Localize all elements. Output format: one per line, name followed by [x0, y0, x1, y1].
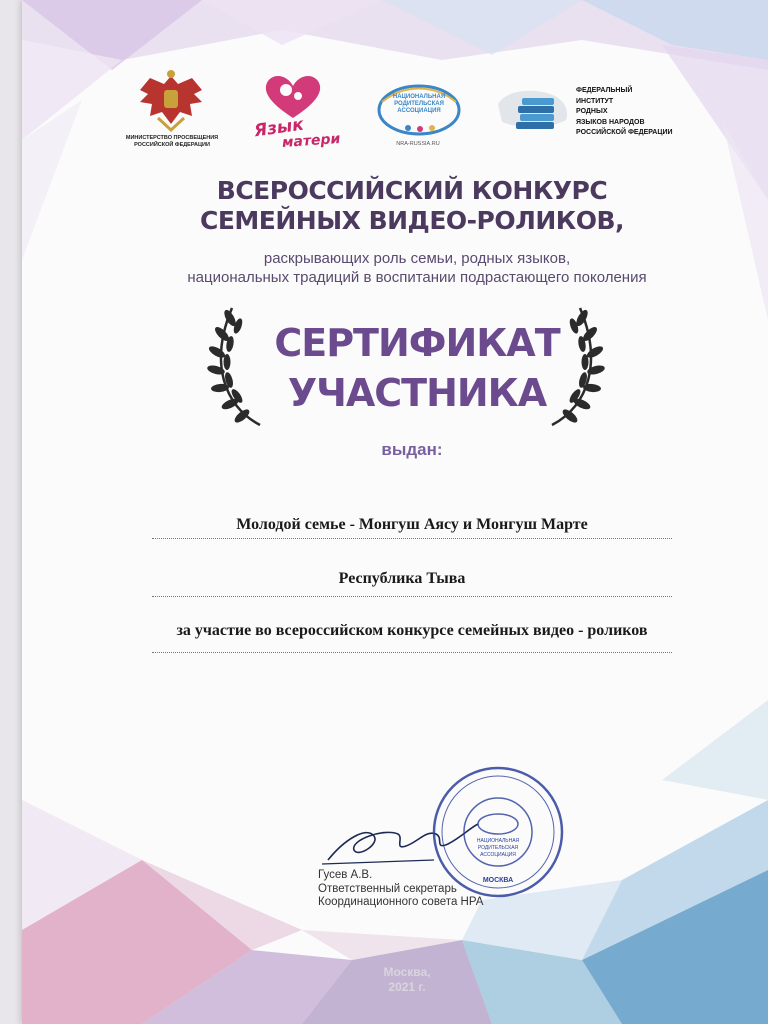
region-dotted-line: [152, 596, 672, 597]
participation-reason: за участие во всероссийском конкурсе семейных видео - роликов: [176, 622, 648, 639]
round-stamp: [430, 764, 566, 900]
mother-child-heart-icon: [258, 72, 328, 122]
certificate-title: СЕРТИФИКАТ УЧАСТНИКА: [274, 321, 560, 415]
recipient-dotted-line: [152, 538, 672, 539]
ministry-emblem-icon: [132, 68, 210, 134]
region-name: Республика Тыва: [338, 570, 466, 587]
book-stack-map-icon: [492, 84, 574, 136]
signer-title-line2: Координационного совета НРА: [318, 896, 484, 908]
recipient-name: Молодой семье - Монгуш Аясу и Монгуш Марте: [236, 516, 588, 533]
issued-label: выдан:: [381, 440, 443, 459]
ministry-label: МИНИСТЕРСТВО ПРОСВЕЩЕНИЯ РОССИЙСКОЙ ФЕДЕРАЦИИ: [125, 135, 219, 148]
nra-site-label: NRA-RUSSIA.RU: [396, 141, 440, 147]
yazyk-logo-word: Язык: [252, 114, 306, 142]
certificate-sheet: [22, 0, 768, 1024]
contest-title: ВСЕРОССИЙСКИЙ КОНКУРС СЕМЕЙНЫХ ВИДЕО-РОЛИКОВ,: [199, 176, 625, 235]
nra-logo-text: НАЦИОНАЛЬНАЯ РОДИТЕЛЬСКАЯ АССОЦИАЦИЯ: [392, 94, 446, 114]
stamp-text-2: РОДИТЕЛЬСКАЯ: [477, 845, 519, 851]
signer-title-line1: Ответственный секретарь: [318, 882, 457, 895]
stamp-text-1: НАЦИОНАЛЬНАЯ: [476, 838, 520, 844]
footer-city-year: Москва, 2021 г.: [383, 965, 431, 994]
signer-name: Гусев А.В.: [318, 869, 373, 881]
contest-subtitle: раскрывающих роль семьи, родных языков, национальных традиций в воспитании подрастающего поколения: [187, 250, 647, 286]
stamp-city: МОСКВА: [482, 877, 514, 884]
materi-logo-word: матери: [281, 130, 341, 152]
reason-dotted-line: [152, 652, 672, 653]
stamp-text-3: АССОЦИАЦИЯ: [480, 852, 516, 858]
institute-logo-text: ФЕДЕРАЛЬНЫЙ ИНСТИТУТ РОДНЫХ ЯЗЫКОВ НАРОДОВ РОССИЙСКОЙ ФЕДЕРАЦИИ: [576, 87, 673, 136]
